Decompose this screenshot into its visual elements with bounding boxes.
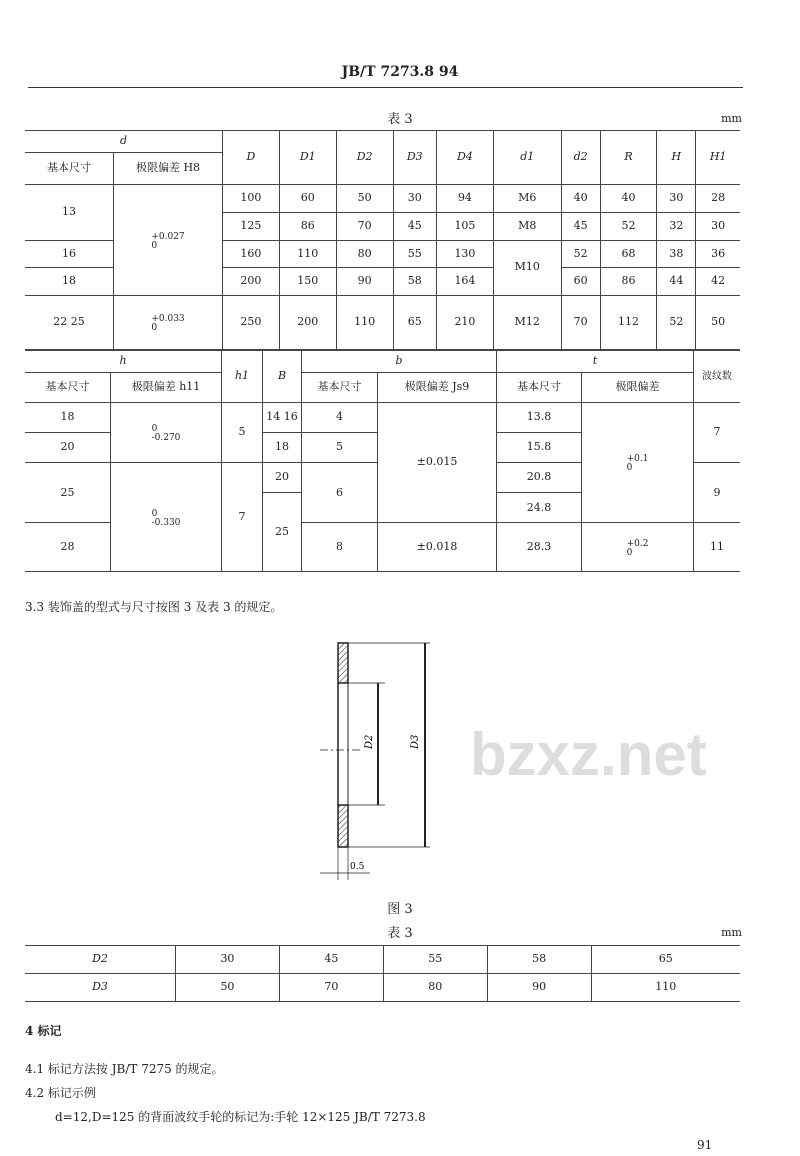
- cell: 80: [383, 974, 487, 1002]
- cell: 28: [696, 185, 740, 213]
- cell-wave: 11: [694, 523, 741, 572]
- cell: M12: [493, 296, 561, 350]
- cell-b: 5: [302, 433, 378, 463]
- cell: 30: [657, 185, 696, 213]
- cell-h: 20: [25, 433, 111, 463]
- col-D1: D1: [299, 150, 316, 164]
- tol-upper: 0: [151, 508, 158, 519]
- col-D4: D4: [457, 150, 473, 164]
- cell-h: 18: [25, 403, 111, 433]
- cell-b: 8: [302, 523, 378, 572]
- cell-t: 20.8: [497, 463, 582, 493]
- cell: 80: [336, 240, 393, 268]
- cell: 30: [393, 185, 436, 213]
- cell: 44: [657, 268, 696, 296]
- label-thickness: 0.5: [350, 862, 365, 872]
- page-number: 91: [697, 1138, 713, 1152]
- col-H1: H1: [709, 150, 727, 164]
- cell-t: 15.8: [497, 433, 582, 463]
- cell: 42: [696, 268, 740, 296]
- cell: 50: [696, 296, 740, 350]
- col-h-basic: 基本尺寸: [25, 373, 111, 403]
- cell: 38: [657, 240, 696, 268]
- figure-caption: 图 3: [387, 902, 413, 917]
- tol-upper: 0: [151, 424, 158, 435]
- col-basic-size: 基本尺寸: [25, 153, 114, 185]
- col-B: B: [277, 369, 287, 383]
- cell: 125: [223, 212, 280, 240]
- cell: 70: [561, 296, 600, 350]
- row-label-d3: D3: [92, 980, 108, 994]
- cell: 65: [393, 296, 436, 350]
- label-d3: D3: [410, 734, 421, 749]
- cell: 30: [696, 212, 740, 240]
- cell: 68: [600, 240, 657, 268]
- cell-B: 14 16: [263, 403, 302, 433]
- cell-b: 4: [302, 403, 378, 433]
- cell-h: 25: [25, 463, 111, 523]
- standard-header: JB/T 7273.8 94: [341, 64, 459, 80]
- tol-upper: +0.027: [151, 231, 185, 242]
- cell: 150: [279, 268, 336, 296]
- cell-b-tol: ±0.015: [378, 403, 497, 523]
- col-h-tol: 极限偏差 h11: [111, 373, 222, 403]
- section-4-1: 4.1 标记方法按 JB/T 7275 的规定。: [25, 1062, 224, 1076]
- cell: 90: [487, 974, 591, 1002]
- cell-b-tol: ±0.018: [378, 523, 497, 572]
- watermark: bzxz.net: [470, 721, 707, 788]
- dimension-table-upper: [25, 130, 740, 350]
- cell: 55: [383, 946, 487, 974]
- tol-lower: -0.330: [151, 517, 181, 528]
- cell: 130: [437, 240, 494, 268]
- cell-t: 13.8: [497, 403, 582, 433]
- tol-upper: +0.2: [626, 538, 649, 549]
- cell: 210: [437, 296, 494, 350]
- table-caption-small: 表 3: [387, 926, 413, 941]
- col-b: b: [395, 354, 403, 368]
- header-rule: [28, 87, 743, 88]
- cell: 40: [561, 185, 600, 213]
- cell-t-tol: [582, 523, 694, 572]
- cell: 70: [336, 212, 393, 240]
- col-t-tol: 极限偏差: [582, 373, 694, 403]
- col-b-basic: 基本尺寸: [302, 373, 378, 403]
- cell: 45: [279, 946, 383, 974]
- cell: 110: [336, 296, 393, 350]
- cell-d: 18: [25, 268, 114, 296]
- cell-B: 18: [263, 433, 302, 463]
- cover-dimension-table: [25, 945, 740, 1002]
- col-t: t: [592, 354, 598, 368]
- cell: 110: [591, 974, 740, 1002]
- col-H: H: [671, 150, 682, 164]
- table-caption: 表 3: [387, 112, 413, 127]
- col-h1: h1: [234, 369, 250, 383]
- col-D2: D2: [356, 150, 373, 164]
- col-R: R: [624, 150, 633, 164]
- cell: 200: [279, 296, 336, 350]
- dimension-table-lower: [25, 350, 740, 572]
- section-4-title: 4 标记: [25, 1024, 62, 1038]
- cell-t: 28.3: [497, 523, 582, 572]
- cell: 52: [600, 212, 657, 240]
- cell-tolerance: [114, 185, 223, 296]
- table-unit-small: mm: [721, 926, 742, 939]
- tol-upper: +0.033: [151, 314, 185, 324]
- cell-h-tol: [111, 403, 222, 463]
- cell: 52: [657, 296, 696, 350]
- cell-d: 22 25: [25, 296, 114, 350]
- cell-b: 6: [302, 463, 378, 523]
- cell: 32: [657, 212, 696, 240]
- section-4-2: 4.2 标记示例: [25, 1086, 96, 1100]
- tol-lower: 0: [151, 323, 158, 333]
- cell-h1: 5: [222, 403, 263, 463]
- cell: 105: [437, 212, 494, 240]
- cell: 160: [223, 240, 280, 268]
- cell: 60: [561, 268, 600, 296]
- cell: 86: [600, 268, 657, 296]
- cell-B: 20: [263, 463, 302, 493]
- cell-t: 24.8: [497, 493, 582, 523]
- table-unit: mm: [721, 112, 742, 125]
- cover-drawing: [290, 635, 460, 885]
- tol-lower: 0: [626, 547, 633, 558]
- cell: 94: [437, 185, 494, 213]
- cell: 58: [393, 268, 436, 296]
- cell: 58: [487, 946, 591, 974]
- col-d: d: [119, 134, 128, 148]
- marking-example: d=12,D=125 的背面波纹手轮的标记为:手轮 12×125 JB/T 7273.8: [55, 1110, 426, 1124]
- cell: 36: [696, 240, 740, 268]
- cell-h1: 7: [222, 463, 263, 572]
- cell: 200: [223, 268, 280, 296]
- cell: 65: [591, 946, 740, 974]
- tol-lower: -0.270: [151, 433, 181, 444]
- col-D3: D3: [406, 150, 423, 164]
- tol-lower: 0: [626, 463, 633, 474]
- col-wave-count: 波纹数: [694, 351, 741, 403]
- col-h: h: [119, 354, 127, 368]
- cell: M6: [493, 185, 561, 213]
- cell-h-tol: [111, 463, 222, 572]
- cell-d: 13: [25, 185, 114, 241]
- cell-B: 25: [263, 493, 302, 572]
- cell: 50: [336, 185, 393, 213]
- cell: 55: [393, 240, 436, 268]
- cell: 90: [336, 268, 393, 296]
- cell: 100: [223, 185, 280, 213]
- cell: 112: [600, 296, 657, 350]
- cell: 45: [393, 212, 436, 240]
- cell: 164: [437, 268, 494, 296]
- tol-upper: +0.1: [626, 454, 649, 465]
- col-tolerance-h8: 极限偏差 H8: [114, 153, 223, 185]
- cell: 52: [561, 240, 600, 268]
- cell: 45: [561, 212, 600, 240]
- cell: 40: [600, 185, 657, 213]
- cell-d: 16: [25, 240, 114, 268]
- cell: 70: [279, 974, 383, 1002]
- col-d2: d2: [573, 150, 588, 164]
- cell: 60: [279, 185, 336, 213]
- col-D: D: [246, 150, 256, 164]
- col-d1: d1: [520, 150, 535, 164]
- cell: 250: [223, 296, 280, 350]
- cell-h: 28: [25, 523, 111, 572]
- cell: 30: [176, 946, 280, 974]
- cell: 110: [279, 240, 336, 268]
- cell-wave: 7: [694, 403, 741, 463]
- cell-t-tol: [582, 403, 694, 523]
- cell: 50: [176, 974, 280, 1002]
- cell: M8: [493, 212, 561, 240]
- tol-lower: 0: [151, 240, 158, 251]
- cell-tolerance: [114, 296, 223, 350]
- col-t-basic: 基本尺寸: [497, 373, 582, 403]
- cell: 86: [279, 212, 336, 240]
- cell: M10: [493, 240, 561, 296]
- cell-wave: 9: [694, 463, 741, 523]
- section-3-3: 3.3 装饰盖的型式与尺寸按图 3 及表 3 的规定。: [25, 600, 283, 614]
- row-label-d2: D2: [92, 952, 108, 966]
- label-d2: D2: [364, 734, 375, 749]
- col-b-tol: 极限偏差 Js9: [378, 373, 497, 403]
